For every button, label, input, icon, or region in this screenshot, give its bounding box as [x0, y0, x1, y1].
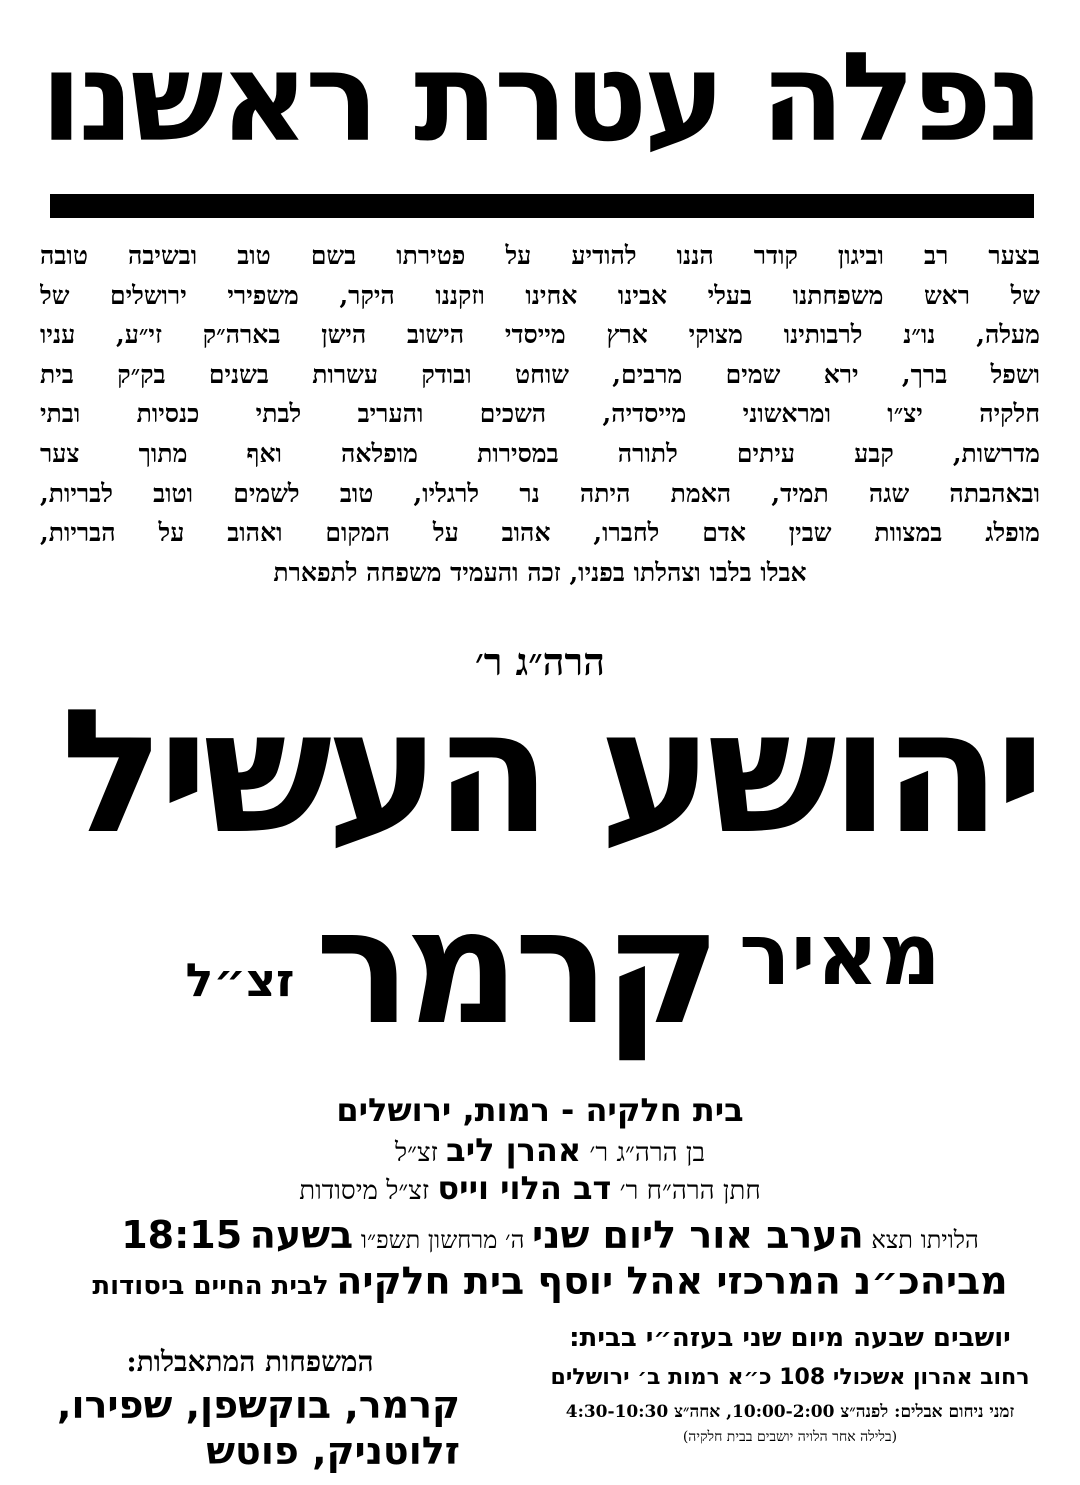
father-in-law-name: דב הלוי וייס: [437, 1169, 612, 1207]
shiva-details: [545, 1318, 1035, 1448]
deceased-middle-name: מאיר: [739, 905, 941, 1005]
son-in-law-line: [250, 1171, 810, 1208]
headline-divider: [50, 194, 1034, 218]
mourning-families-names: [40, 1382, 460, 1474]
announcement-line: מעלה, נו״נ לרבותינו מצוקי ארץ מייסדי הישוב הישן בארה״ק זי״ע, עניו: [40, 320, 1040, 350]
deceased-surname: קרמר: [315, 875, 715, 1060]
announcement-line: של ראש משפחתנו בעלי אבינו אחינו וזקננו היקר, משפירי ירושלים של: [40, 280, 1040, 310]
father-name: אהרן ליב: [446, 1131, 582, 1169]
announcement-line: מדרשות, קבע עיתים לתורה במסירות מופלאה ואף מתוך צער: [40, 438, 1040, 468]
funeral-origin: מביהכ״נ המרכזי אהל יוסף בית חלקיה: [336, 1259, 1008, 1303]
shiva-visiting-hours: זמני ניחום אבלים: לפנה״צ 10:00-2:00, אחה״צ 4:30-10:30: [565, 1402, 1015, 1422]
deceased-first-names: יהושע העשיל: [60, 673, 1040, 872]
son-in-law-prefix: חתן הרה״ח ר׳: [619, 1176, 761, 1206]
son-in-law-suffix: זצ״ל מיסודות: [299, 1176, 430, 1206]
announcement-line: בצער רב וביגון קודר הננו להודיע על פטירתו בשם טוב ובשיבה טובה: [40, 241, 1040, 270]
funeral-at-label: בשעה: [249, 1213, 354, 1257]
funeral-destination: לבית החיים ביסודות: [92, 1271, 329, 1301]
deceased-suffix: זצ״ל: [185, 953, 295, 1007]
mourning-families-title: המשפחות המתאבלות:: [126, 1345, 374, 1378]
notice-headline: נפלה עטרת ראשנו: [40, 27, 1040, 170]
announcement-line: מופלג במצוות שבין אדם לחברו, אהוב על המקום ואהוב על הבריות,: [40, 518, 1040, 548]
shiva-note: (בלילה אחר הלויה יושבים בבית חלקיה): [682, 1429, 898, 1445]
families-line: קרמר, בוקשפן, שפירו,: [57, 1383, 460, 1427]
funeral-time: 18:15: [121, 1213, 243, 1257]
announcement-line: חלקיה יצ״ו ומראשוני מייסדיה, השכים והעריב לבתי כנסיות ובתי: [40, 399, 1040, 429]
son-of-suffix: זצ״ל: [394, 1138, 438, 1168]
son-of-line: [300, 1133, 800, 1170]
son-of-prefix: בן הרה״ג ר׳: [589, 1138, 706, 1168]
deceased-honorific: הרה״ג ר׳: [474, 639, 606, 684]
funeral-intro: הלויתו תצא: [871, 1226, 979, 1254]
announcement-line: אבלו בלבו וצהלתו בפניו, זכה והעמיד משפחה לתפארת: [273, 557, 807, 587]
funeral-route-line: [60, 1258, 1040, 1309]
mourning-families: [40, 1342, 460, 1474]
funeral-time-line: [60, 1212, 1040, 1263]
shiva-title: יושבים שבעה מיום שני בעזה״י בבית:: [569, 1323, 1011, 1353]
residence-line: בית חלקיה - רמות, ירושלים: [336, 1091, 744, 1129]
funeral-day: הערב אור ליום שני: [532, 1213, 864, 1257]
funeral-date: ה׳ מרחשון תשפ״ו: [360, 1226, 525, 1254]
shiva-address: רחוב אהרון אשכולי 108 כ״א רמות ב׳ ירושלים: [550, 1365, 1030, 1390]
announcement-line: ובאהבתה שגה תמיד, האמת היתה נר לרגליו, טוב לשמים וטוב לבריות,: [40, 478, 1040, 508]
families-line: זלוטניק, פוטש: [206, 1429, 460, 1473]
announcement-line: ושפל ברך, ירא שמים מרבים, שוחט ובודק עשרות בשנים בק״ק בית: [40, 359, 1040, 389]
announcement-paragraph: [40, 236, 1040, 592]
